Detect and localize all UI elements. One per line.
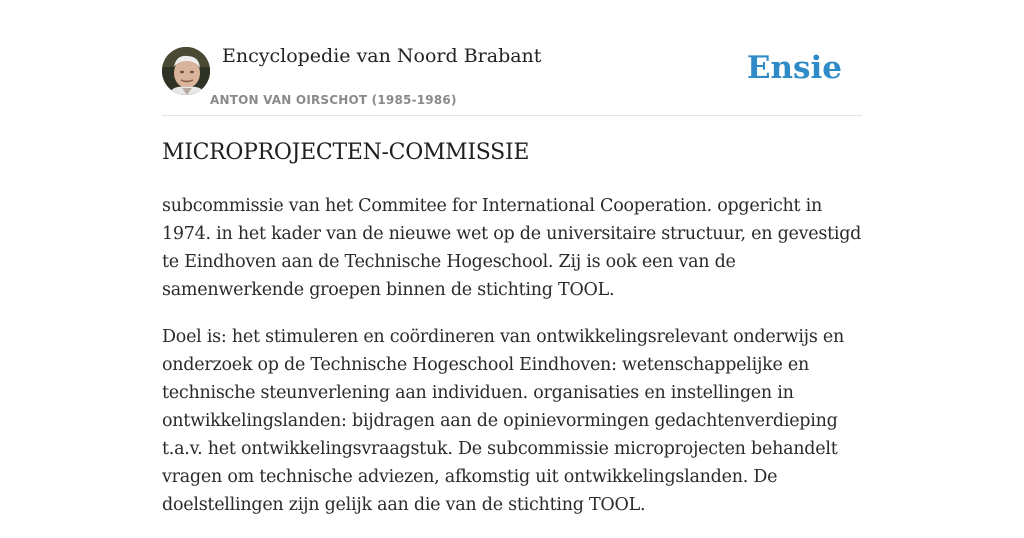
entry-paragraph: Doel is: het stimuleren en coördineren van ontwikkelingsrelevant onderwijs en onderzoek op de Technische Hogeschool Eindhoven: wetenschappelijke en technische steunverlening aan individuen. organisaties en instellingen in ontwikkelingslanden: bijdragen aan de opinievormingen gedachtenverdieping t.a.v. het ontwikkelingsvraagstuk. De subcommissie microprojecten behandelt vragen om technische adviezen, afkomstig uit ontwikkelingslanden. De doelstellingen zijn gelijk aan die van de stichting TOOL. xyxy=(162,327,845,515)
entry-body xyxy=(162,192,862,538)
author-portrait-icon xyxy=(162,47,210,95)
encyclopedia-title[interactable]: Encyclopedie van Noord Brabant xyxy=(222,45,542,67)
ensie-logo[interactable]: Ensie xyxy=(746,50,842,86)
header-divider xyxy=(162,115,862,116)
author-name[interactable]: ANTON VAN OIRSCHOT (1985-1986) xyxy=(210,93,457,107)
entry-title: MICROPROJECTEN-COMMISSIE xyxy=(162,140,530,165)
author-avatar[interactable] xyxy=(162,47,210,95)
entry-card xyxy=(162,0,862,515)
entry-paragraph: subcommissie van het Commitee for International Cooperation. opgericht in 1974. in het kader van de nieuwe wet op de universitaire structuur, en gevestigd te Eindhoven aan de Technische Hogeschool. Zij is ook een van de samenwerkende groepen binnen de stichting TOOL. xyxy=(162,196,862,300)
